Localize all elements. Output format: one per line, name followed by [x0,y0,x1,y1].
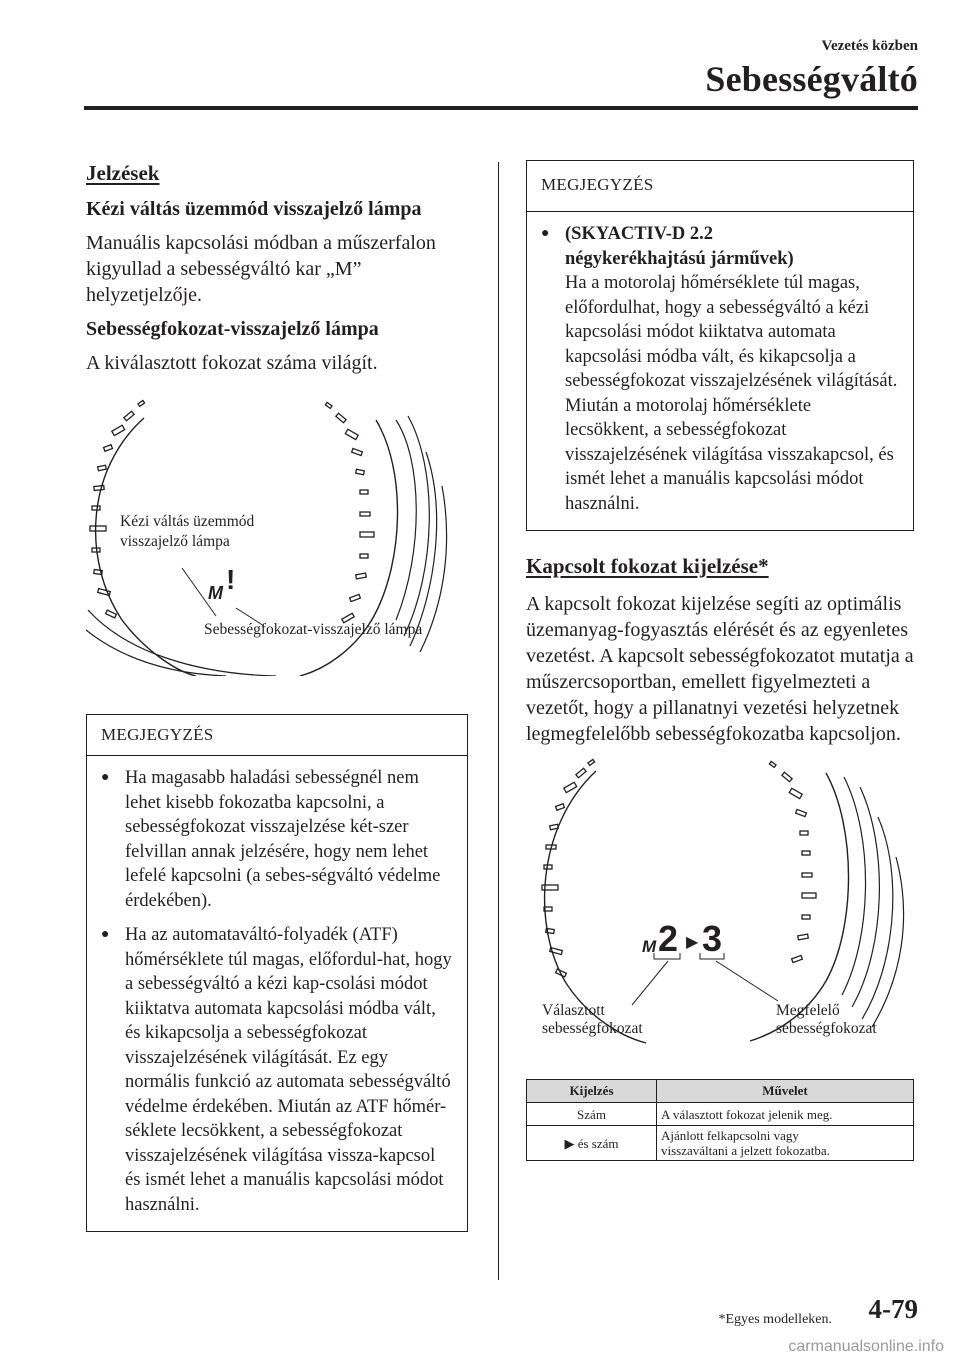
bullet-icon: ● [541,226,550,241]
bullet-icon: ● [101,770,110,785]
arrow-right-icon: ▶ [564,1135,575,1151]
label-manual-mode-line1: Kézi váltás üzemmód [120,513,255,530]
note-item-skyactiv: ● (SKYACTIV-D 2.2 négykerékhajtású járművek) Ha a motorolaj hőmérséklete túl magas, előfordulhat, hogy a sebességváltó a kézi kapcsolási módot kiiktatva automata kapcsolási módba vált, és kikapcsolja a sebességfokozat visszajelzésének világítását. Miután a motorolaj hőmérséklete lecsökkent, a sebességfokozat visszajelzésének világítása visszakapcsol, és ismét lehet a manuális kapcsolási módot használni. [541,222,899,516]
section-heading-jelzesek: Jelzések [86,161,160,185]
label-selected-line1: Választott [542,1002,605,1019]
paragraph-gear-display: A kapcsolt fokozat kijelzése segíti az optimális üzemanyag-fogyasztás elérését és az egyenletes vezetést. A kapcsolt sebességfokozatot mutatja a műszercsoportban, emellett figyelmezteti a vezetőt, hogy a pillanatnyi vezetési helyzetnek legmegfelelőbb sebességfokozatba kapcsoljon. [526,593,914,745]
label-manual-mode-line2: visszajelző lámpa [120,533,230,550]
label-recommended-line2: sebességfokozat [776,1020,877,1037]
gear-display-table [526,1079,914,1161]
subheading-gear-lamp: Sebességfokozat-visszajelző lámpa [86,318,379,340]
subheading-manual-lamp: Kézi váltás üzemmód visszajelző lámpa [86,198,422,220]
paragraph-gear-lamp: A kiválasztott fokozat száma világít. [86,352,378,374]
label-selected-line2: sebességfokozat [542,1020,643,1037]
note-title: MEGJEGYZÉS [527,161,913,212]
gear-letter-m: M [642,937,657,956]
gear-digit: ! [226,564,236,595]
selected-gear-digit: 2 [658,918,679,959]
note-item-2: ● Ha az automataváltó-folyadék (ATF) hőmérséklete túl magas, előfordul-hat, hogy a sebességváltó a kézi kap-csolási módot kiiktatva automata kapcsolási módba vált, és kikapcsolja a sebességfokozat visszajelzésének világítását. Ez egy normális funkció az automata sebességváltó védelme érdekében. Miután az ATF hőmér-séklete lecsökkent, a sebességfokozat visszajelzésének világítása vissza-kapcsol és ismét lehet a manuális kapcsolási módot használni. [101,923,453,1217]
label-recommended-line1: Megfelelő [776,1002,840,1019]
section-heading-gear-display: Kapcsolt fokozat kijelzése* [526,554,769,578]
section-title: Vezetés közben [821,38,918,54]
figure-gear-indicator [86,390,468,676]
recommended-gear-digit: 3 [702,918,723,959]
note-title: MEGJEGYZÉS [87,715,467,756]
note-box-right [526,160,914,531]
watermark: carmanualsonline.info [788,1338,944,1355]
paragraph-manual-lamp: Manuális kapcsolási módban a műszerfalon kigyullad a sebességváltó kar „M” helyzetjelzője. [86,232,436,306]
table-row: Szám A választott fokozat jelenik meg. [527,1103,914,1126]
footnote: *Egyes modelleken. [718,1312,832,1327]
gear-letter-m: M [208,583,223,603]
right-column [526,160,916,1161]
note-item-1: ● Ha magasabb haladási sebességnél nem lehet kisebb fokozatba kapcsolni, a sebességfokozat visszajelzése két-szer felvillan annak jelzésére, hogy nem lehet lefelé kapcsolni (a sebes-ségváltó védelme érdekében). [101,766,453,913]
table-header-row: Kijelzés Művelet [527,1080,914,1103]
arrow-right-icon: ▶ [686,934,699,951]
figure-gear-shift-display [526,757,916,1055]
page-number: 4-79 [868,1294,918,1324]
page-title: Sebességváltó [705,59,918,99]
header-rule [84,106,918,110]
note-box-left [86,714,468,1232]
left-column [86,160,468,1232]
column-divider [498,162,499,1280]
bullet-icon: ● [101,927,110,942]
table-row: ▶ és szám Ajánlott felkapcsolni vagy visszaváltani a jelzett fokozatba. [527,1126,914,1161]
label-gear-indicator: Sebességfokozat-visszajelző lámpa [204,621,423,638]
